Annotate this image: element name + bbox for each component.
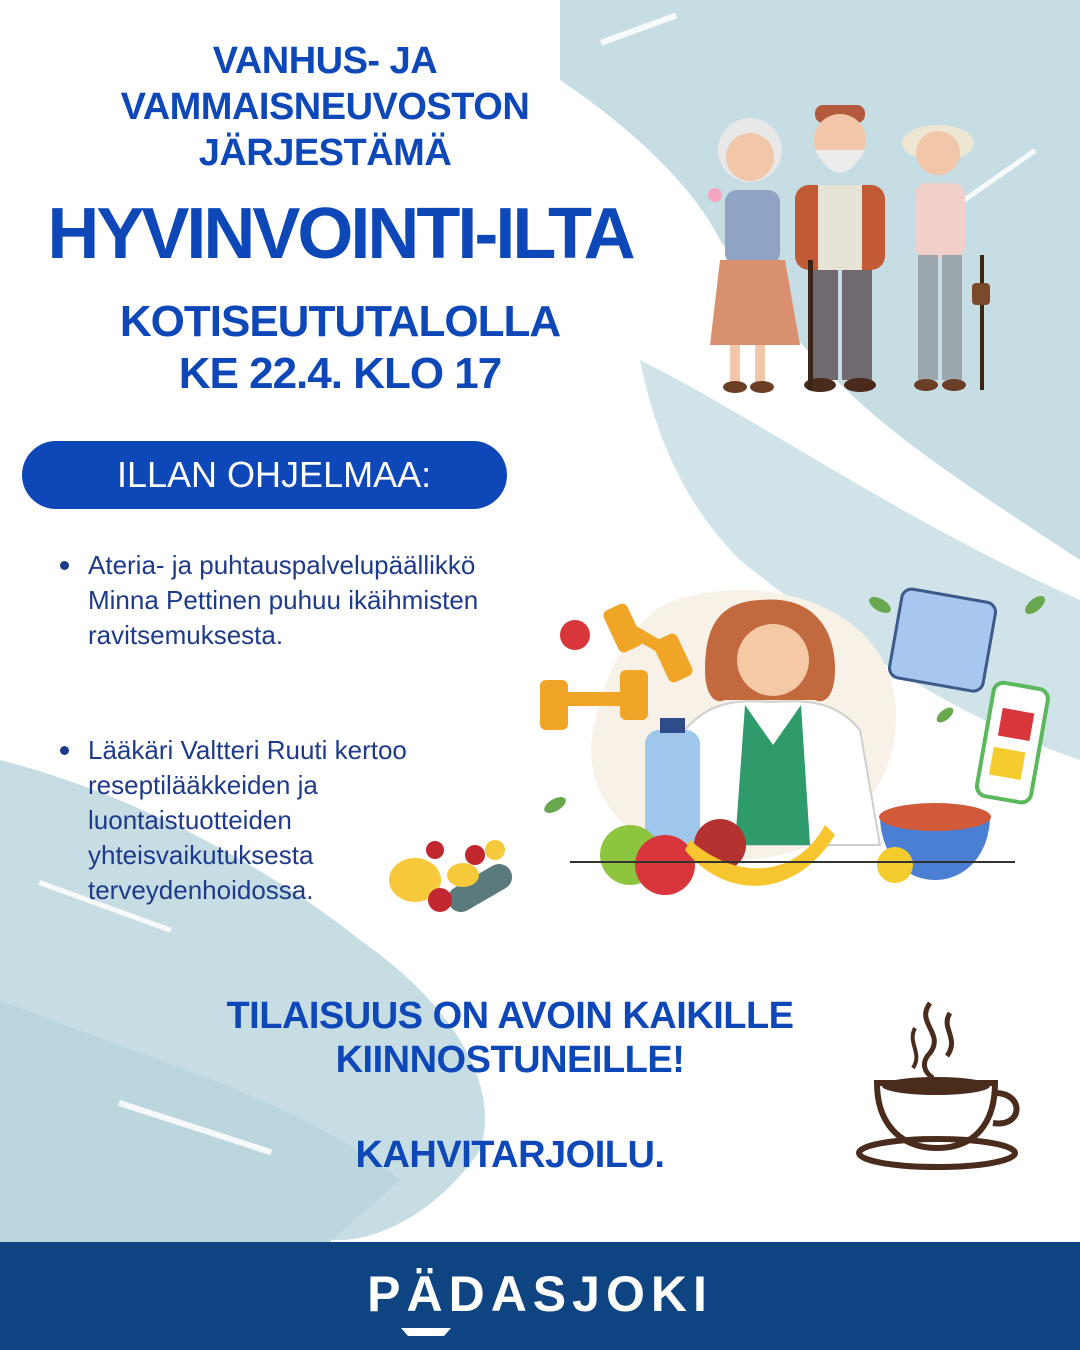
nutrition-doctor-illustration <box>535 580 1055 900</box>
bullet-icon <box>60 746 69 755</box>
padasjoki-logo: PÄDASJOKI <box>367 1266 713 1322</box>
footer-bar <box>0 1242 1080 1350</box>
datetime-text: KE 22.4. KLO 17 <box>178 349 502 398</box>
coffee-note: KAHVITARJOILU. <box>355 1134 665 1176</box>
bullet-icon <box>60 561 69 570</box>
sailboat-icon <box>396 1320 456 1340</box>
program-label: ILLAN OHJELMAA: <box>117 454 432 495</box>
event-title: HYVINVOINTI-ILTA <box>47 194 633 274</box>
venue-text: KOTISEUTUTALOLLA <box>119 297 561 346</box>
venue-and-time <box>70 296 610 400</box>
organizer-heading: VANHUS- JA VAMMAISNEUVOSTON JÄRJESTÄMÄ <box>120 40 530 174</box>
program-item-medicine: Lääkäri Valtteri Ruuti kertoo reseptilääkkeiden ja luontaistuotteiden yhteisvaikutuksesta terveydenhoidossa. <box>88 735 407 905</box>
open-event-note: TILAISUUS ON AVOIN KAIKILLE KIINNOSTUNEILLE! <box>226 995 794 1081</box>
program-item-nutrition: Ateria- ja puhtauspalvelupäällikkö Minna Pettinen puhuu ikäihmisten ravitsemuksesta. <box>88 550 479 650</box>
program-label-pill <box>22 441 507 509</box>
seniors-illustration <box>690 95 1010 400</box>
coffee-cup-icon <box>855 998 1025 1178</box>
pills-icon <box>385 830 525 920</box>
